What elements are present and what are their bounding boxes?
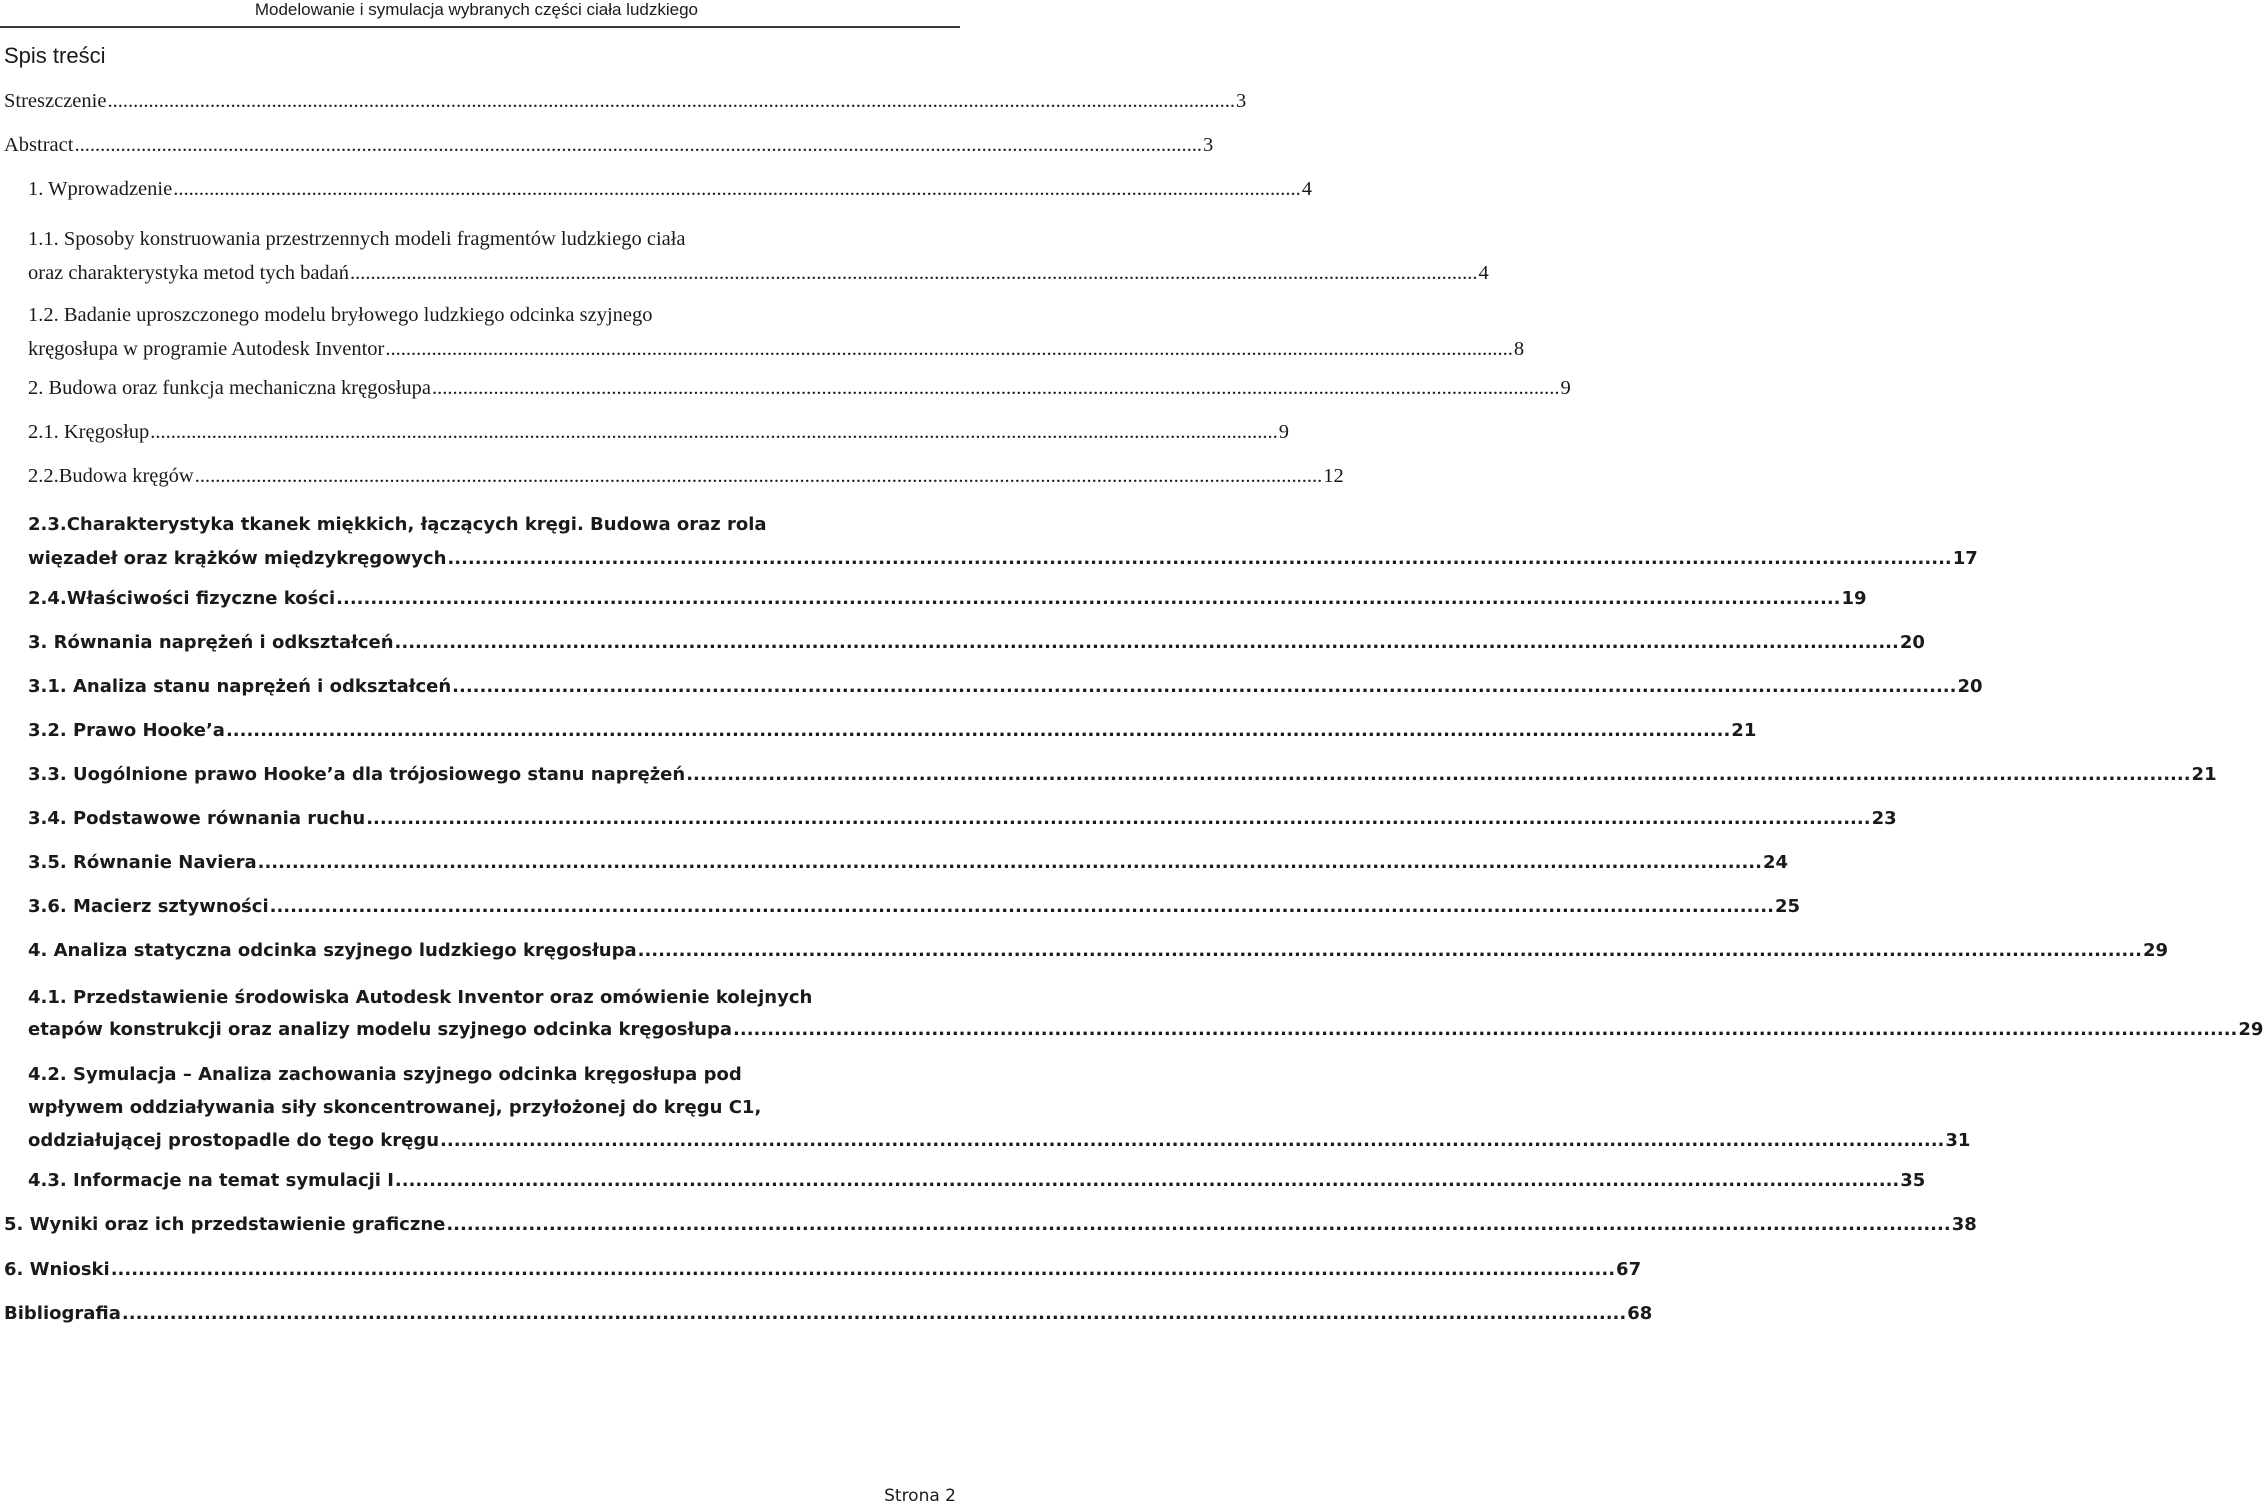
page-number-footer: Strona 2 [884, 1486, 956, 1506]
toc-entry[interactable] [4, 1301, 1653, 1327]
toc-entry-page-number: 25 [1774, 896, 1801, 917]
toc-entry-text: 4.2. Symulacja – Analiza zachowania szyjnego odcinka kręgosłupa pod [28, 1064, 742, 1085]
toc-entry-text: kręgosłupa w programie Autodesk Inventor [28, 338, 385, 360]
toc-entry[interactable] [28, 419, 1290, 445]
toc-entry-page-number: 4 [1301, 178, 1312, 200]
toc-entry-page-number: 17 [1952, 548, 1978, 569]
dot-leader: ............................................................................................................................................................................................................................ [107, 90, 1235, 112]
toc-entry-text: 4.3. Informacje na temat symulacji I [28, 1170, 394, 1191]
toc-entry[interactable] [28, 586, 1867, 612]
toc-entry-text: 1. Wprowadzenie [28, 178, 173, 200]
dot-leader: ............................................................................................................................................................................................................................ [686, 764, 2191, 785]
dot-leader: ............................................................................................................................................................................................................................ [110, 1259, 1616, 1280]
toc-entry-text: Bibliografia [4, 1303, 121, 1324]
toc-entry-page-number: 4 [1478, 262, 1489, 284]
toc-entry-text: 1.1. Sposoby konstruowania przestrzennych modeli fragmentów ludzkiego ciała [28, 228, 686, 250]
toc-entry[interactable] [28, 982, 2263, 1046]
dot-leader: ............................................................................................................................................................................................................................ [385, 338, 1513, 360]
toc-entry-page-number: 20 [1957, 676, 1983, 697]
toc-entry[interactable] [28, 463, 1344, 489]
toc-entry[interactable] [4, 132, 1214, 158]
toc-entry-page-number: 3 [1235, 90, 1247, 112]
toc-entry[interactable] [28, 718, 1757, 744]
toc-entry-text: 2.3.Charakterystyka tkanek miękkich, łączących kręgi. Budowa oraz rola [28, 514, 767, 535]
toc-entry-text: 2.2.Budowa kręgów [28, 465, 194, 487]
toc-entry[interactable] [28, 1168, 1926, 1194]
toc-entry-text: Streszczenie [4, 90, 107, 112]
toc-entry-text: etapów konstrukcji oraz analizy modelu szyjnego odcinka kręgosłupa [28, 1019, 733, 1040]
toc-entry-text: Abstract [4, 134, 74, 156]
toc-entry[interactable] [28, 1058, 1971, 1157]
toc-entry-page-number: 23 [1871, 808, 1897, 829]
toc-entry[interactable] [28, 630, 1925, 656]
dot-leader: ............................................................................................................................................................................................................................ [350, 262, 1478, 284]
toc-entry-text: 2.1. Kręgosłup [28, 421, 150, 443]
toc-entry[interactable] [28, 222, 1489, 290]
dot-leader: ............................................................................................................................................................................................................................ [446, 1214, 1951, 1235]
dot-leader: ............................................................................................................................................................................................................................ [150, 421, 1278, 443]
toc-entry-page-number: 24 [1762, 852, 1789, 873]
dot-leader: ............................................................................................................................................................................................................................ [257, 852, 1762, 873]
dot-leader: ............................................................................................................................................................................................................................ [447, 548, 1952, 569]
dot-leader: ............................................................................................................................................................................................................................ [440, 1130, 1945, 1151]
toc-entry-text: 3.2. Prawo Hooke’a [28, 720, 225, 741]
toc-entry[interactable] [28, 850, 1789, 876]
toc-entry-text: 3.3. Uogólnione prawo Hooke’a dla trójosiowego stanu naprężeń [28, 764, 686, 785]
toc-entry-page-number: 68 [1627, 1303, 1653, 1324]
toc-entry-page-number: 29 [2238, 1019, 2263, 1040]
toc-entry-text: 1.2. Badanie uproszczonego modelu bryłowego ludzkiego odcinka szyjnego [28, 304, 653, 326]
toc-entry[interactable] [28, 375, 1571, 401]
toc-entry-text: 3.1. Analiza stanu naprężeń i odkształceń [28, 676, 452, 697]
dot-leader: ............................................................................................................................................................................................................................ [225, 720, 1731, 741]
toc-title: Spis treści [4, 43, 106, 68]
toc-entry-text: 2. Budowa oraz funkcja mechaniczna kręgosłupa [28, 377, 432, 399]
toc-entry-page-number: 31 [1945, 1130, 1971, 1151]
toc-entry[interactable] [28, 806, 1897, 832]
toc-entry-text: 4.1. Przedstawienie środowiska Autodesk Inventor oraz omówienie kolejnych [28, 987, 813, 1008]
toc-entry-page-number: 9 [1560, 377, 1571, 399]
toc-entry[interactable] [28, 298, 1525, 366]
toc-entry-text: więzadeł oraz krążków międzykręgowych [28, 548, 447, 569]
toc-entry-text: oraz charakterystyka metod tych badań [28, 262, 350, 284]
toc-entry-page-number: 21 [2191, 764, 2217, 785]
toc-entry-text: 6. Wnioski [4, 1259, 110, 1280]
toc-entry-page-number: 29 [2142, 940, 2169, 961]
toc-entry-text: wpływem oddziaływania siły skoncentrowanej, przyłożonej do kręgu C1, [28, 1097, 762, 1118]
toc-entry[interactable] [28, 508, 1978, 576]
toc-entry-page-number: 9 [1278, 421, 1290, 443]
toc-entry-text: 3. Równania naprężeń i odkształceń [28, 632, 394, 653]
toc-entry-page-number: 20 [1899, 632, 1925, 653]
toc-entry[interactable] [28, 176, 1312, 202]
toc-entry-page-number: 35 [1900, 1170, 1926, 1191]
toc-entry-text: 3.4. Podstawowe równania ruchu [28, 808, 366, 829]
dot-leader: ............................................................................................................................................................................................................................ [74, 134, 1202, 156]
dot-leader: ............................................................................................................................................................................................................................ [637, 940, 2142, 961]
dot-leader: ............................................................................................................................................................................................................................ [432, 377, 1560, 399]
toc-entry[interactable] [4, 1257, 1642, 1283]
toc-entry-page-number: 3 [1202, 134, 1214, 156]
dot-leader: ............................................................................................................................................................................................................................ [121, 1303, 1627, 1324]
dot-leader: ............................................................................................................................................................................................................................ [336, 588, 1841, 609]
toc-entry-text: 2.4.Właściwości fizyczne kości [28, 588, 336, 609]
dot-leader: ............................................................................................................................................................................................................................ [194, 465, 1323, 487]
toc-entry[interactable] [4, 88, 1247, 114]
toc-entry[interactable] [28, 674, 1983, 700]
dot-leader: ............................................................................................................................................................................................................................ [366, 808, 1871, 829]
toc-entry[interactable] [4, 1212, 1977, 1238]
toc-entry-page-number: 19 [1841, 588, 1867, 609]
header-rule [0, 26, 960, 28]
dot-leader: ............................................................................................................................................................................................................................ [269, 896, 1774, 917]
toc-entry-page-number: 21 [1731, 720, 1757, 741]
toc-entry-page-number: 12 [1323, 465, 1344, 487]
dot-leader: ............................................................................................................................................................................................................................ [452, 676, 1957, 697]
dot-leader: ............................................................................................................................................................................................................................ [173, 178, 1301, 200]
toc-entry-page-number: 67 [1616, 1259, 1642, 1280]
toc-entry-text: 3.5. Równanie Naviera [28, 852, 257, 873]
toc-entry[interactable] [28, 938, 2169, 964]
running-header: Modelowanie i symulacja wybranych części ciała ludzkiego [254, 0, 698, 19]
toc-entry-text: oddziałującej prostopadle do tego kręgu [28, 1130, 440, 1151]
toc-entry[interactable] [28, 762, 2217, 788]
toc-entry[interactable] [28, 894, 1801, 920]
toc-entry-text: 5. Wyniki oraz ich przedstawienie graficzne [4, 1214, 446, 1235]
toc-entry-text: 3.6. Macierz sztywności [28, 896, 269, 917]
toc-entry-page-number: 38 [1951, 1214, 1977, 1235]
toc-entry-text: 4. Analiza statyczna odcinka szyjnego ludzkiego kręgosłupa [28, 940, 637, 961]
dot-leader: ............................................................................................................................................................................................................................ [394, 632, 1899, 653]
toc-entry-page-number: 8 [1513, 338, 1525, 360]
dot-leader: ............................................................................................................................................................................................................................ [733, 1019, 2238, 1040]
dot-leader: ............................................................................................................................................................................................................................ [394, 1170, 1900, 1191]
